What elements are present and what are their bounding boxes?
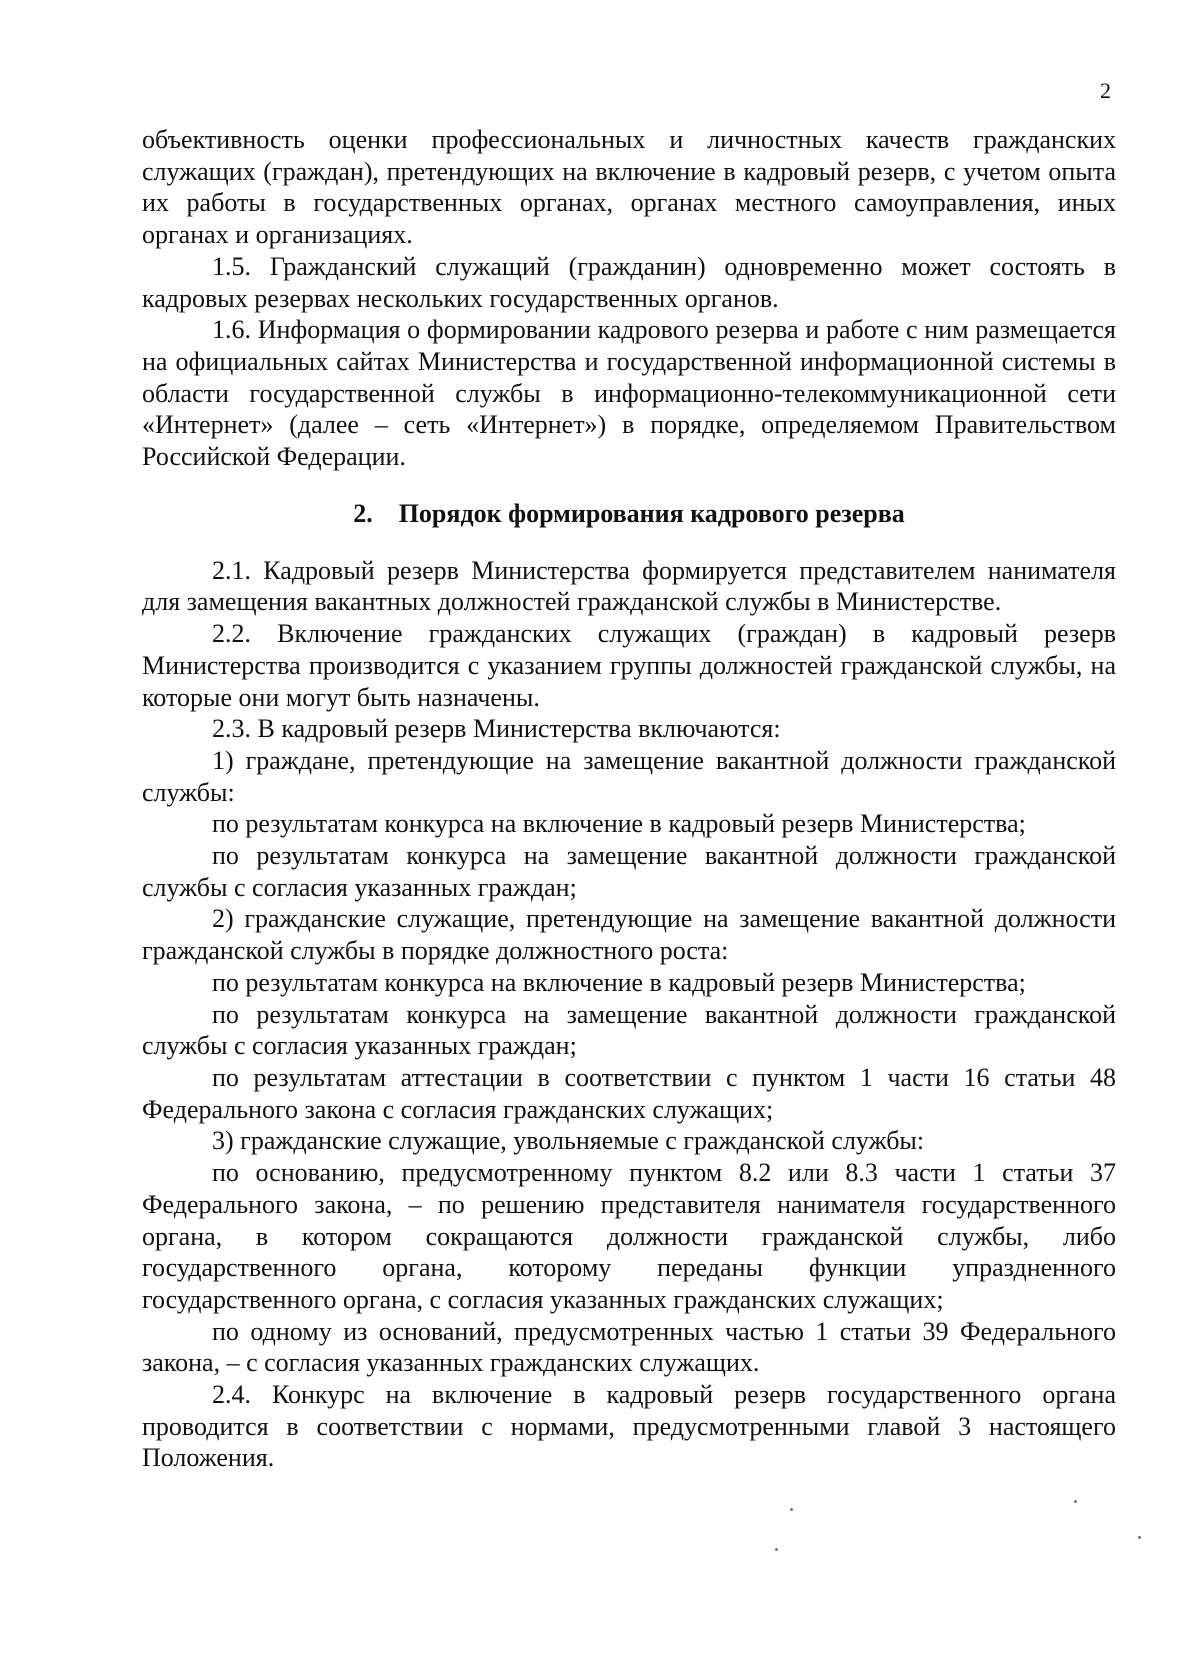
document-body	[142, 124, 1116, 1474]
scan-speck	[775, 1548, 778, 1551]
list-item-1: 1) граждане, претендующие на замещение вакантной должности гражданской службы:	[142, 745, 1116, 807]
list-item-2: 2) гражданские служащие, претендующие на замещение вакантной должности гражданской службы в порядке должностного роста:	[142, 904, 1116, 966]
list-subitem: по результатам конкурса на замещение вакантной должности гражданской службы с согласия указанных граждан;	[142, 999, 1116, 1061]
paragraph-2-2: 2.2. Включение гражданских служащих (граждан) в кадровый резерв Министерства производится с указанием группы должностей гражданской службы, на которые они могут быть назначены.	[142, 619, 1116, 712]
paragraph-2-1: 2.1. Кадровый резерв Министерства формируется представителем нанимателя для замещения вакантных должностей гражданской службы в Министерстве.	[142, 555, 1116, 617]
list-subitem: по результатам конкурса на включение в кадровый резерв Министерства;	[212, 967, 1026, 997]
list-subitem: по результатам конкурса на замещение вакантной должности гражданской службы с согласия указанных граждан;	[142, 841, 1116, 902]
paragraph-1-6: 1.6. Информация о формировании кадрового резерва и работе с ним размещается на официальных сайтах Министерства и государственной информационной системы в области государственной службы в информационно-телекоммуникационной сети «Интернет» (далее – сеть «Интернет») в порядке, определяемом Правительством Российской Федерации.	[142, 315, 1116, 472]
paragraph-1-5: 1.5. Гражданский служащий (гражданин) одновременно может состоять в кадровых резервах нескольких государственных органов.	[142, 251, 1116, 313]
section-title: Порядок формирования кадрового резерва	[398, 498, 905, 528]
list-item-3: 3) гражданские служащие, увольняемые с гражданской службы:	[212, 1126, 925, 1156]
paragraph-continued: объективность оценки профессиональных и личностных качеств гражданских служащих (граждан), претендующих на включение в кадровый резерв, с учетом опыта их работы в государственных органах, органах местного самоуправления, иных органах и организациях.	[142, 125, 1116, 250]
list-subitem: по результатам конкурса на включение в кадровый резерв Министерства;	[212, 809, 1026, 839]
section-heading	[142, 497, 1116, 531]
paragraph-2-4: 2.4. Конкурс на включение в кадровый резерв государственного органа проводится в соответствии с нормами, предусмотренными главой 3 настоящего Положения.	[142, 1380, 1116, 1473]
list-subitem: по результатам аттестации в соответствии с пунктом 1 части 16 статьи 48 Федерального закона с согласия гражданских служащих;	[142, 1062, 1116, 1124]
scan-speck	[790, 1508, 793, 1511]
page-number: 2	[1100, 78, 1111, 103]
list-subitem: по основанию, предусмотренному пунктом 8.2 или 8.3 части 1 статьи 37 Федерального закона, – по решению представителя нанимателя государственного органа, в котором сокращаются должности гражданской службы, либо государственного органа, которому переданы функции упраздненного государственного органа, с согласия указанных гражданских служащих;	[142, 1158, 1116, 1314]
scan-speck	[1138, 1536, 1141, 1539]
list-subitem: по одному из оснований, предусмотренных частью 1 статьи 39 Федерального закона, – с согласия указанных гражданских служащих.	[142, 1316, 1116, 1378]
paragraph-2-3: 2.3. В кадровый резерв Министерства включаются:	[212, 714, 781, 744]
section-number: 2.	[353, 498, 373, 528]
scan-speck	[1074, 1500, 1077, 1503]
